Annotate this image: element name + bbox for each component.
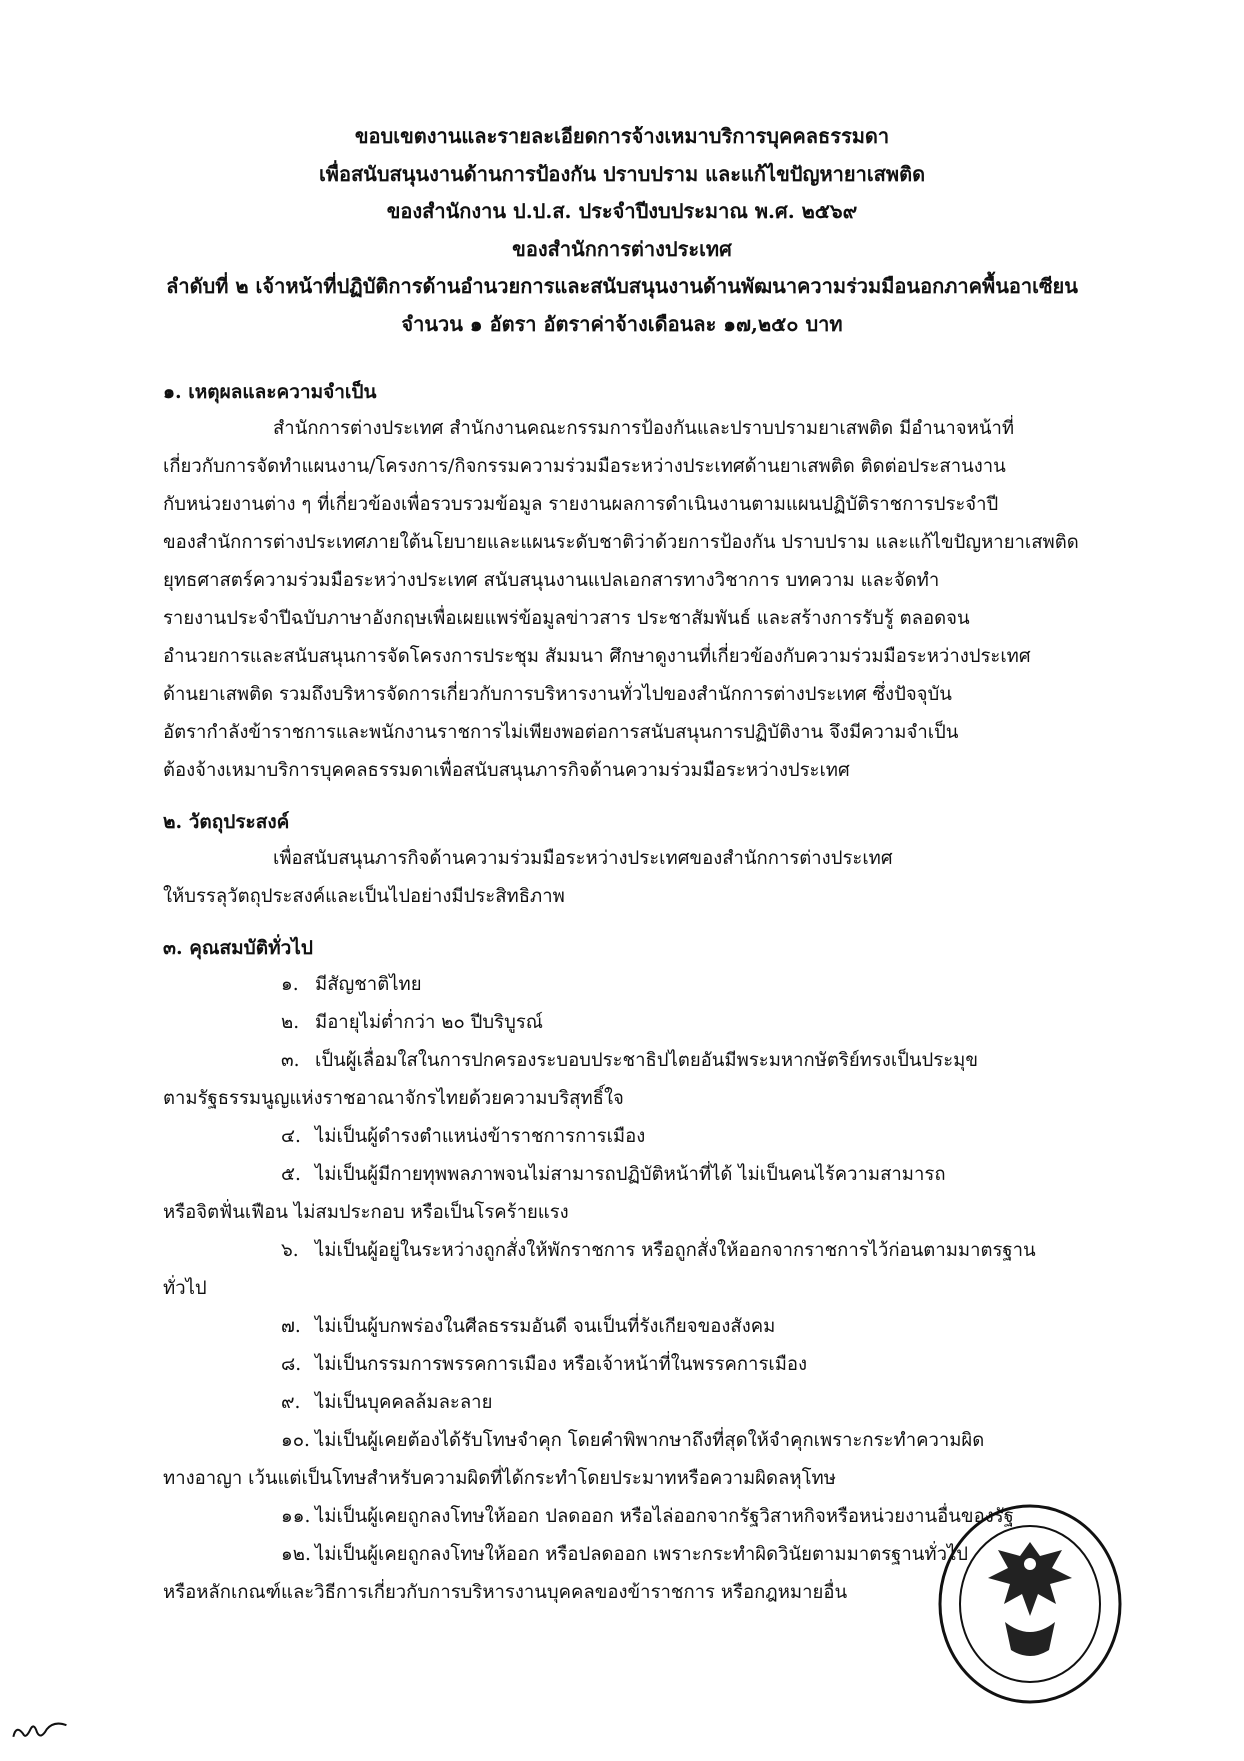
paragraph-line: อำนวยการและสนับสนุนการจัดโครงการประชุม สัมมนา ศึกษาดูงานที่เกี่ยวข้องกับความร่วมมือระหว่างประเทศ [163, 646, 1031, 667]
initials-signature-icon [8, 1713, 70, 1745]
section-1-heading: ๑. เหตุผลและความจำเป็น [163, 381, 377, 403]
list-item: ๕. ไม่เป็นผู้มีกายทุพพลภาพจนไม่สามารถปฏิบัติหน้าที่ได้ ไม่เป็นคนไร้ความสามารถ [281, 1164, 946, 1185]
document-body [163, 374, 1123, 1612]
list-item-continuation: ทั่วไป [163, 1278, 207, 1299]
list-item: ๙. ไม่เป็นบุคคลล้มละลาย [281, 1392, 493, 1413]
title-line-3: ของสำนักงาน ป.ป.ส. ประจำปีงบประมาณ พ.ศ. ๒๕๖๙ [386, 199, 858, 223]
section-2-paragraph [163, 840, 1123, 916]
paragraph-line: ให้บรรลุวัตถุประสงค์และเป็นไปอย่างมีประสิทธิภาพ [163, 886, 565, 907]
document-title [60, 118, 1184, 343]
list-item-continuation: หรือจิตฟั่นเฟือน ไม่สมประกอบ หรือเป็นโรคร้ายแรง [163, 1202, 569, 1223]
official-seal-icon [935, 1502, 1125, 1706]
list-item: ๘. ไม่เป็นกรรมการพรรคการเมือง หรือเจ้าหน้าที่ในพรรคการเมือง [281, 1354, 808, 1375]
title-line-5: ลำดับที่ ๒ เจ้าหน้าที่ปฏิบัติการด้านอำนวยการและสนับสนุนงานด้านพัฒนาความร่วมมือนอกภาคพื้นอาเซียน [166, 274, 1078, 298]
section-3-heading: ๓. คุณสมบัติทั่วไป [163, 937, 313, 959]
paragraph-line: สำนักการต่างประเทศ สำนักงานคณะกรรมการป้องกันและปราบปรามยาเสพติด มีอำนาจหน้าที่ [273, 418, 1015, 439]
paragraph-line: กับหน่วยงานต่าง ๆ ที่เกี่ยวข้องเพื่อรวบรวมข้อมูล รายงานผลการดำเนินงานตามแผนปฏิบัติราชการประจำปี [163, 494, 999, 515]
paragraph-line: ด้านยาเสพติด รวมถึงบริหารจัดการเกี่ยวกับการบริหารงานทั่วไปของสำนักการต่างประเทศ ซึ่งปัจจุบัน [163, 684, 952, 705]
handwritten-initials [8, 1713, 71, 1751]
list-item: ๒. มีอายุไม่ต่ำกว่า ๒๐ ปีบริบูรณ์ [281, 1012, 543, 1033]
list-item-continuation: หรือหลักเกณฑ์และวิธีการเกี่ยวกับการบริหารงานบุคคลของข้าราชการ หรือกฎหมายอื่น [163, 1582, 848, 1603]
section-2-heading: ๒. วัตถุประสงค์ [163, 811, 290, 833]
list-item: ๔. ไม่เป็นผู้ดำรงตำแหน่งข้าราชการการเมือง [281, 1126, 646, 1147]
paragraph-line: เพื่อสนับสนุนภารกิจด้านความร่วมมือระหว่างประเทศของสำนักการต่างประเทศ [273, 848, 893, 869]
list-item: ๑๐. ไม่เป็นผู้เคยต้องได้รับโทษจำคุก โดยคำพิพากษาถึงที่สุดให้จำคุกเพราะกระทำความผิด [281, 1430, 985, 1451]
list-item-continuation: ตามรัฐธรรมนูญแห่งราชอาณาจักรไทยด้วยความบริสุทธิ์ใจ [163, 1088, 624, 1109]
title-line-6: จำนวน ๑ อัตรา อัตราค่าจ้างเดือนละ ๑๗,๒๕๐ บาท [401, 311, 843, 336]
paragraph-line: ยุทธศาสตร์ความร่วมมือระหว่างประเทศ สนับสนุนงานแปลเอกสารทางวิชาการ บทความ และจัดทำ [163, 570, 940, 591]
list-item-continuation: ทางอาญา เว้นแต่เป็นโทษสำหรับความผิดที่ได้กระทำโดยประมาทหรือความผิดลหุโทษ [163, 1468, 836, 1489]
paragraph-line: ของสำนักการต่างประเทศภายใต้นโยบายและแผนระดับชาติว่าด้วยการป้องกัน ปราบปราม และแก้ไขปัญหายาเสพติด [163, 532, 1079, 553]
list-item: ๑. มีสัญชาติไทย [281, 974, 422, 995]
paragraph-line: อัตรากำลังข้าราชการและพนักงานราชการไม่เพียงพอต่อการสนับสนุนการปฏิบัติงาน จึงมีความจำเป็น [163, 722, 959, 743]
paragraph-line: รายงานประจำปีฉบับภาษาอังกฤษเพื่อเผยแพร่ข้อมูลข่าวสาร ประชาสัมพันธ์ และสร้างการรับรู้ ตลอดจน [163, 608, 970, 629]
title-line-4: ของสำนักการต่างประเทศ [512, 236, 732, 261]
list-item: ๖. ไม่เป็นผู้อยู่ในระหว่างถูกสั่งให้พักราชการ หรือถูกสั่งให้ออกจากราชการไว้ก่อนตามมาตรฐาน [281, 1240, 1036, 1261]
paragraph-line: ต้องจ้างเหมาบริการบุคคลธรรมดาเพื่อสนับสนุนภารกิจด้านความร่วมมือระหว่างประเทศ [163, 760, 850, 781]
list-item: ๑๑. ไม่เป็นผู้เคยถูกลงโทษให้ออก ปลดออก หรือไล่ออกจากรัฐวิสาหกิจหรือหน่วยงานอื่นของรัฐ [281, 1506, 1014, 1527]
list-item: ๑๒. ไม่เป็นผู้เคยถูกลงโทษให้ออก หรือปลดออก เพราะกระทำผิดวินัยตามมาตรฐานทั่วไป [281, 1544, 969, 1565]
title-line-1: ขอบเขตงานและรายละเอียดการจ้างเหมาบริการบุคคลธรรมดา [354, 124, 890, 148]
title-line-2: เพื่อสนับสนุนงานด้านการป้องกัน ปราบปราม และแก้ไขปัญหายาเสพติด [318, 161, 926, 186]
list-item: ๗. ไม่เป็นผู้บกพร่องในศีลธรรมอันดี จนเป็นที่รังเกียจของสังคม [281, 1316, 776, 1337]
section-1-paragraph [163, 410, 1123, 790]
list-item: ๓. เป็นผู้เลื่อมใสในการปกครองระบอบประชาธิปไตยอันมีพระมหากษัตริย์ทรงเป็นประมุข [281, 1050, 978, 1071]
paragraph-line: เกี่ยวกับการจัดทำแผนงาน/โครงการ/กิจกรรมความร่วมมือระหว่างประเทศด้านยาเสพติด ติดต่อประสานงาน [163, 456, 1006, 477]
